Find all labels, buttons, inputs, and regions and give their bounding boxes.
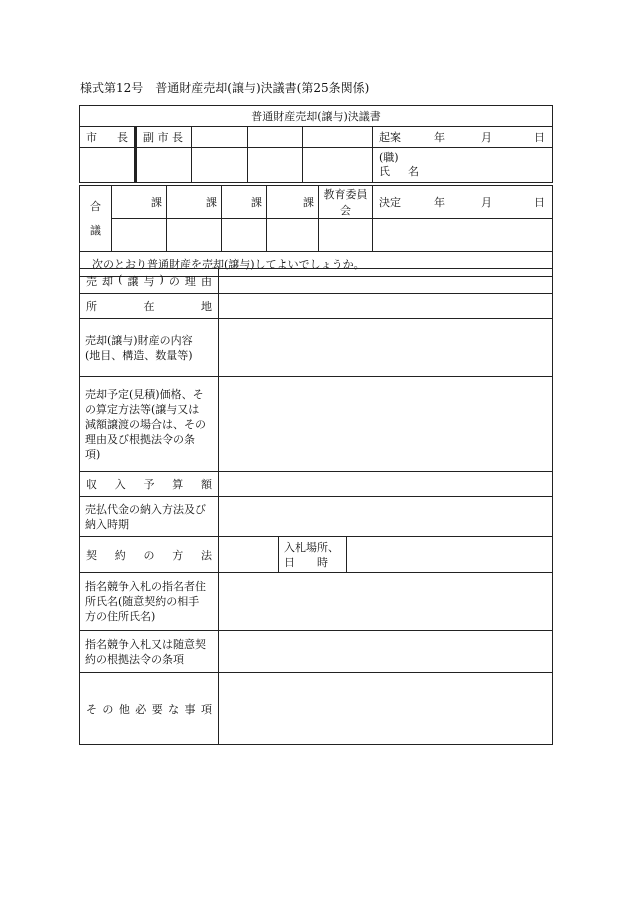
payment-label: 売払代金の納入方法及び 納入時期	[80, 497, 219, 537]
payment-value	[219, 497, 553, 537]
legal-basis-label: 指名競争入札又は随意契 約の根拠法令の条項	[80, 631, 219, 673]
location-value	[219, 294, 553, 319]
mayor-seal	[80, 148, 136, 183]
form-header: 様式第12号 普通財産売却(譲与)決議書(第25条関係)	[80, 81, 370, 95]
contents-value	[219, 319, 553, 377]
other-label: そ の 他 必 要 な 事 項	[80, 673, 219, 745]
bid-place-label: 入札場所、 日 時	[279, 537, 347, 573]
section-seal	[167, 219, 222, 252]
vice-mayor-seal	[136, 148, 192, 183]
legal-basis-value	[219, 631, 553, 673]
mayor-label: 市 長	[80, 127, 136, 148]
nominee-value	[219, 573, 553, 631]
decision-seal	[373, 219, 553, 252]
section-seal	[112, 219, 167, 252]
approval-table	[79, 105, 553, 183]
revenue-value	[219, 472, 553, 497]
section-label: 課	[112, 186, 167, 219]
reason-label: 売 却 ( 譲 与 ) の 理 由	[80, 269, 219, 294]
board-label: 教育委員会	[319, 186, 373, 219]
form-title: 普通財産売却(譲与)決議書	[80, 106, 553, 127]
section-seal	[222, 219, 267, 252]
price-value	[219, 377, 553, 472]
vice-mayor-label: 副 市 長	[136, 127, 192, 148]
section-label: 課	[267, 186, 319, 219]
bid-place-value	[347, 537, 553, 573]
approval-header-cell	[303, 127, 373, 148]
section-label: 課	[167, 186, 222, 219]
approval-seal	[303, 148, 373, 183]
section-seal	[267, 219, 319, 252]
draft-date: 起案 年 月 日	[373, 127, 553, 148]
position-label: (職)	[379, 151, 399, 164]
approval-header-cell	[248, 127, 303, 148]
price-label: 売却予定(見積)価格、そ の算定方法等(譲与又は 減額譲渡の場合は、その 理由及び根拠法令の条 項)	[80, 377, 219, 472]
approval-seal	[248, 148, 303, 183]
other-value	[219, 673, 553, 745]
consultation-label: 合 議	[80, 186, 112, 252]
details-table	[79, 268, 553, 745]
reason-value	[219, 269, 553, 294]
contents-label: 売却(譲与)財産の内容 (地目、構造、数量等)	[80, 319, 219, 377]
contract-label: 契 約 の 方 法	[80, 537, 219, 573]
approval-seal	[192, 148, 248, 183]
section-label: 課	[222, 186, 267, 219]
nominee-label: 指名競争入札の指名者住 所氏名(随意契約の相手 方の住所氏名)	[80, 573, 219, 631]
approval-header-cell	[192, 127, 248, 148]
revenue-label: 収 入 予 算 額	[80, 472, 219, 497]
contract-value	[219, 537, 279, 573]
consultation-table	[79, 185, 553, 277]
decision-date: 決定 年 月 日	[373, 186, 553, 219]
board-seal	[319, 219, 373, 252]
drafter-cell	[373, 148, 553, 183]
name-label: 氏 名	[379, 165, 419, 178]
location-label: 所 在 地	[80, 294, 219, 319]
statement: 次のとおり普通財産を売却(譲与)してよいでしょうか。	[80, 252, 553, 277]
